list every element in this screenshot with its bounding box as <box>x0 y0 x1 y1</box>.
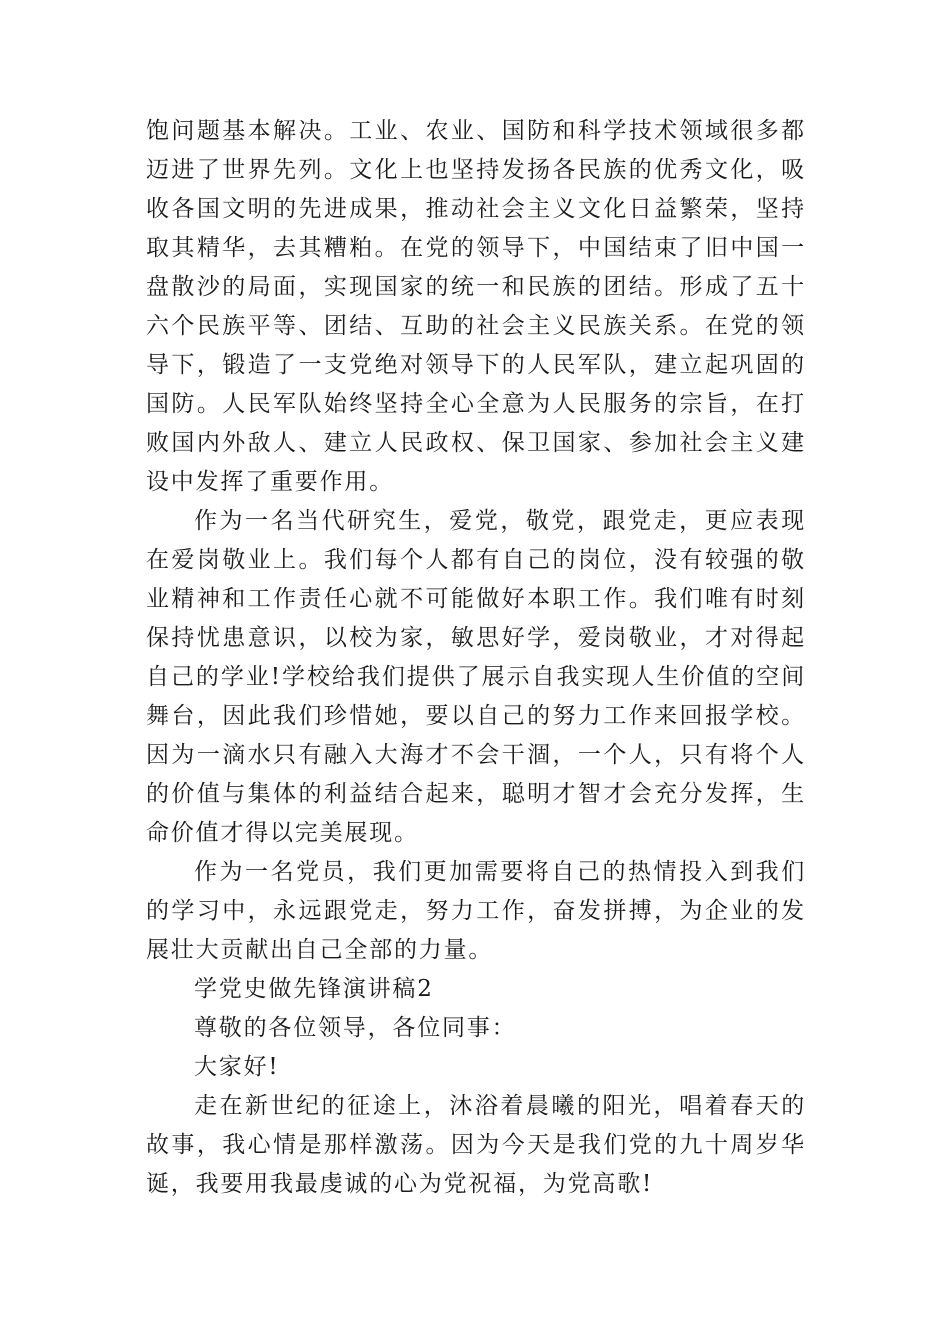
greeting: 大家好! <box>194 1054 280 1080</box>
paragraph: 作为一名当代研究生，爱党，敬党，跟党走，更应表现在爱岗敬业上。我们每个人都有自己的岗位，没有较强的敬业精神和工作责任心就不可能做好本职工作。我们唯有时刻保持忧患意识，以校为家，敏思好学，爱岗敬业，才对得起自己的学业!学校给我们提供了展示自我实现人生价值的空间舞台，因此我们珍惜她，要以自己的努力工作来回报学校。因为一滴水只有融入大海才不会干涸，一个人，只有将个人的价值与集体的利益结合起来，聪明才智才会充分发挥，生命价值才得以完美展现。 <box>146 508 806 846</box>
section-title: 学党史做先锋演讲稿2 <box>194 976 434 1002</box>
paragraph: 饱问题基本解决。工业、农业、国防和科学技术领域很多都迈进了世界先列。文化上也坚持发扬各民族的优秀文化，吸收各国文明的先进成果，推动社会主义文化日益繁荣，坚持取其精华，去其糟粕。在党的领导下，中国结束了旧中国一盘散沙的局面，实现国家的统一和民族的团结。形成了五十六个民族平等、团结、互助的社会主义民族关系。在党的领导下，锻造了一支党绝对领导下的人民军队，建立起巩固的国防。人民军队始终坚持全心全意为人民服务的宗旨，在打败国内外敌人、建立人民政权、保卫国家、参加社会主义建设中发挥了重要作用。 <box>146 118 806 495</box>
document-body <box>146 112 806 1204</box>
salutation: 尊敬的各位领导，各位同事： <box>194 1015 517 1041</box>
paragraph: 作为一名党员，我们更加需要将自己的热情投入到我们的学习中，永远跟党走，努力工作，奋发拼搏，为企业的发展壮大贡献出自己全部的力量。 <box>146 859 806 963</box>
paragraph: 走在新世纪的征途上，沐浴着晨曦的阳光，唱着春天的故事，我心情是那样激荡。因为今天是我们党的九十周岁华诞，我要用我最虔诚的心为党祝福，为党高歌! <box>146 1093 806 1197</box>
